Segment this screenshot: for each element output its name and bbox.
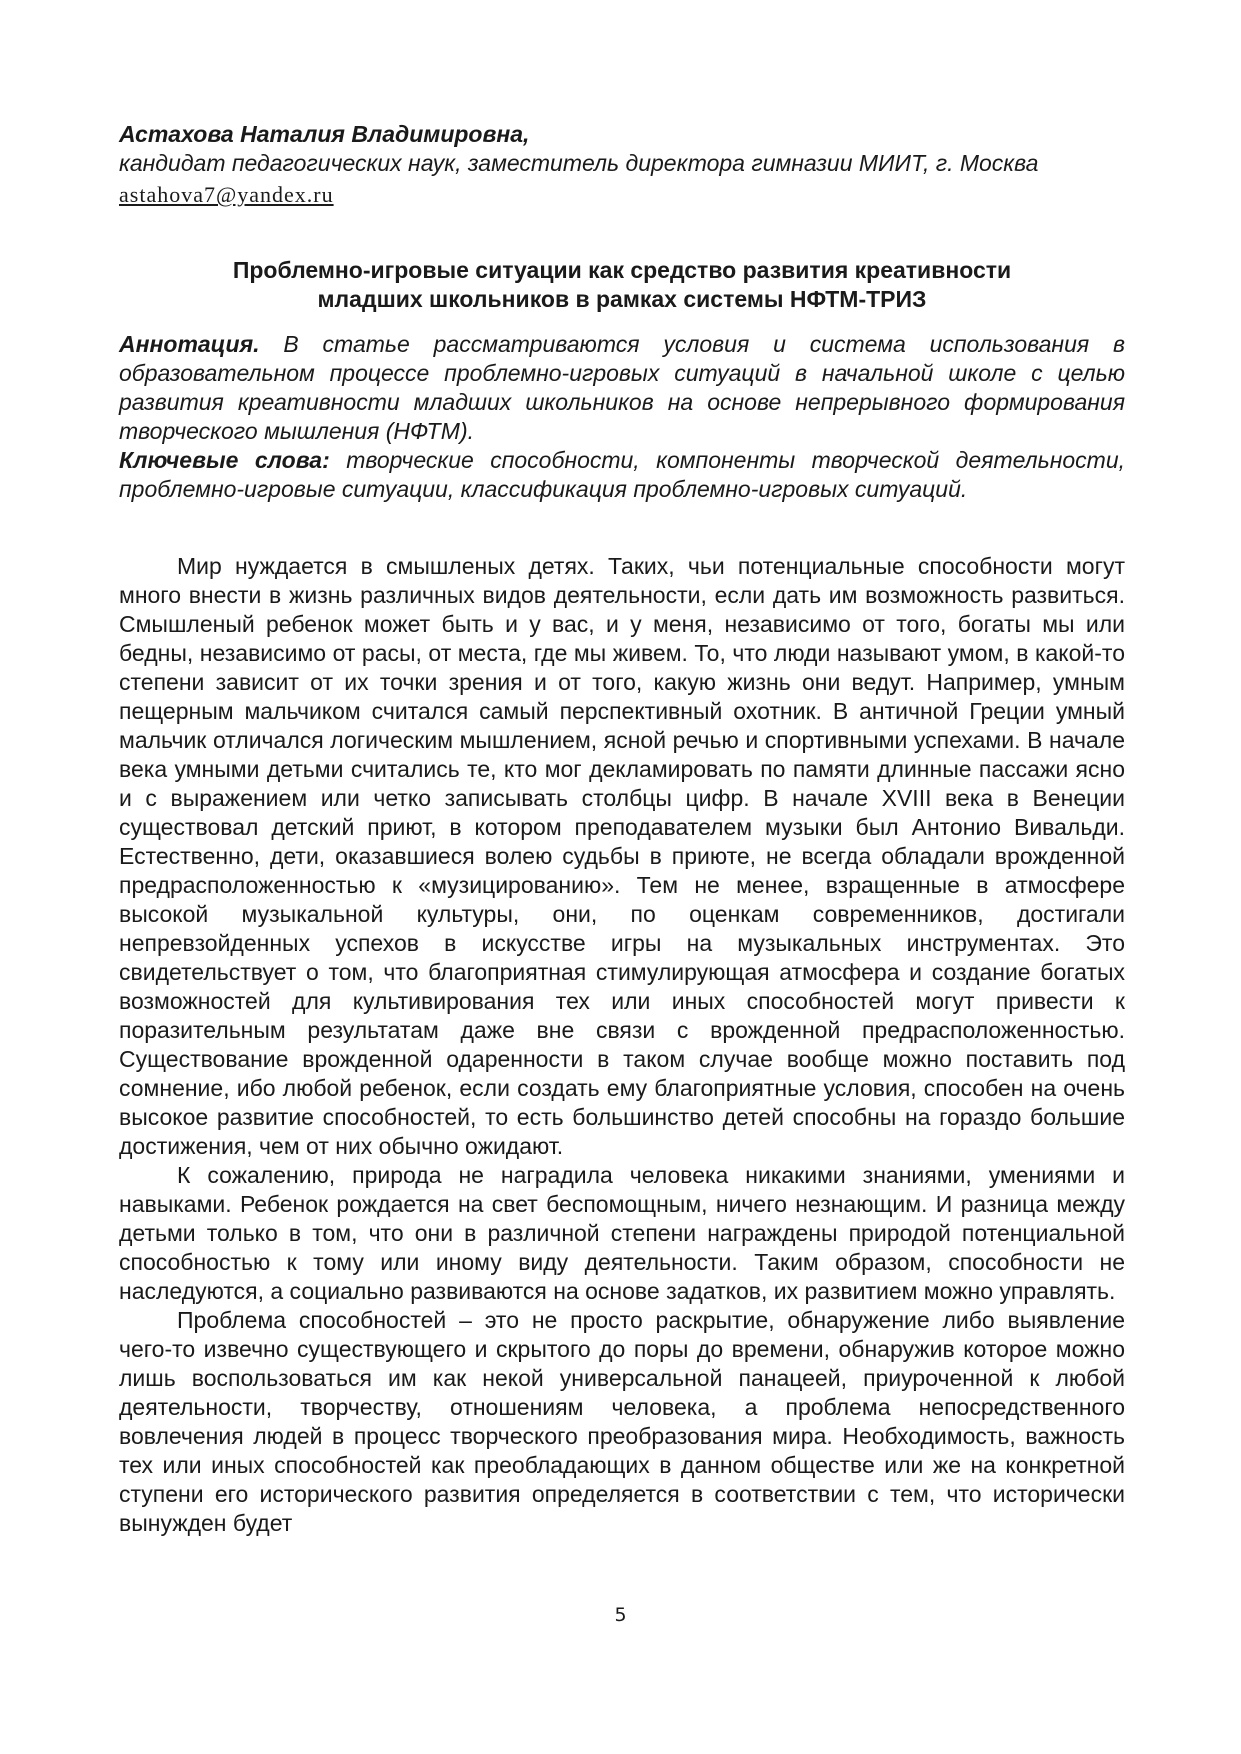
- author-email-link[interactable]: astahova7@yandex.ru: [119, 182, 334, 207]
- article-title: [119, 256, 1125, 314]
- body-paragraph-2: К сожалению, природа не наградила человека никакими знаниями, умениями и навыками. Ребенок рождается на свет беспомощным, ничего незнающим. И разница между детьми только в том, что они в различной степени награждены природой потенциальной способностью к тому или иному виду деятельности. Таким образом, способности не наследуются, а социально развиваются на основе задатков, их развитием можно управлять.: [119, 1162, 1125, 1304]
- author-name: Астахова Наталия Владимировна,: [119, 121, 530, 147]
- body-paragraph-3: Проблема способностей – это не просто раскрытие, обнаружение либо выявление чего-то извечно существующего и скрытого до поры до времени, обнаружив которое можно лишь воспользоваться им как некой универсальной панацеей, приуроченной к любой деятельности, творчеству, отношениям человека, а проблема непосредственного вовлечения людей в процесс творческого преобразования мира. Необходимость, важность тех или иных способностей как преобладающих в данном обществе или же на конкретной ступени его исторического развития определяется в соответствии с тем, что исторически вынужден будет: [119, 1307, 1125, 1536]
- annotation-paragraph: [119, 330, 1125, 446]
- annotation-label: Аннотация.: [119, 331, 260, 357]
- keywords-paragraph: [119, 446, 1125, 504]
- keywords-text: творческие способности, компоненты творческой деятельности, проблемно-игровые ситуации, классификация проблемно-игровых ситуаций.: [119, 447, 1125, 502]
- author-position: кандидат педагогических наук, заместитель директора гимназии МИИТ, г. Москва: [119, 150, 1039, 176]
- page-number: 5: [614, 1604, 627, 1626]
- keywords-label: Ключевые слова:: [119, 447, 330, 473]
- annotation-block: [119, 330, 1125, 504]
- author-block: [119, 120, 1125, 209]
- body-paragraph-1: Мир нуждается в смышленых детях. Таких, чьи потенциальные способности могут много внести в жизнь различных видов деятельности, если дать им возможность развиться. Смышленый ребенок может быть и у вас, и у меня, независимо от того, богаты мы или бедны, независимо от расы, от места, где мы живем. То, что люди называют умом, в какой-то степени зависит от их точки зрения и от того, какую жизнь они ведут. Например, умным пещерным мальчиком считался самый перспективный охотник. В античной Греции умный мальчик отличался логическим мышлением, ясной речью и спортивными успехами. В начале века умными детьми считались те, кто мог декламировать по памяти длинные пассажи ясно и с выражением или четко записывать столбцы цифр. В начале XVIII века в Венеции существовал детский приют, в котором преподавателем музыки был Антонио Вивальди. Естественно, дети, оказавшиеся волею судьбы в приюте, не всегда обладали врожденной предрасположенностью к «музицированию». Тем не менее, взращенные в атмосфере высокой музыкальной культуры, они, по оценкам современников, достигали непревзойденных успехов в искусстве игры на музыкальных инструментах. Это свидетельствует о том, что благоприятная стимулирующая атмосфера и создание богатых возможностей для культивирования тех или иных способностей могут привести к поразительным результатам даже вне связи с врожденной предрасположенностью. Существование врожденной одаренности в таком случае вообще можно поставить под сомнение, ибо любой ребенок, если создать ему благоприятные условия, способен на очень высокое развитие способностей, то есть большинство детей способны на гораздо большие достижения, чем от них обычно ожидают.: [119, 553, 1125, 1159]
- title-line-2: младших школьников в рамках системы НФТМ-ТРИЗ: [317, 286, 927, 312]
- annotation-text: В статье рассматриваются условия и система использования в образовательном процессе проблемно-игровых ситуаций в начальной школе с целью развития креативности младших школьников на основе непрерывного формирования творческого мышления (НФТМ).: [119, 331, 1125, 444]
- body-text: [119, 552, 1125, 1538]
- title-line-1: Проблемно-игровые ситуации как средство развития креативности: [232, 257, 1012, 283]
